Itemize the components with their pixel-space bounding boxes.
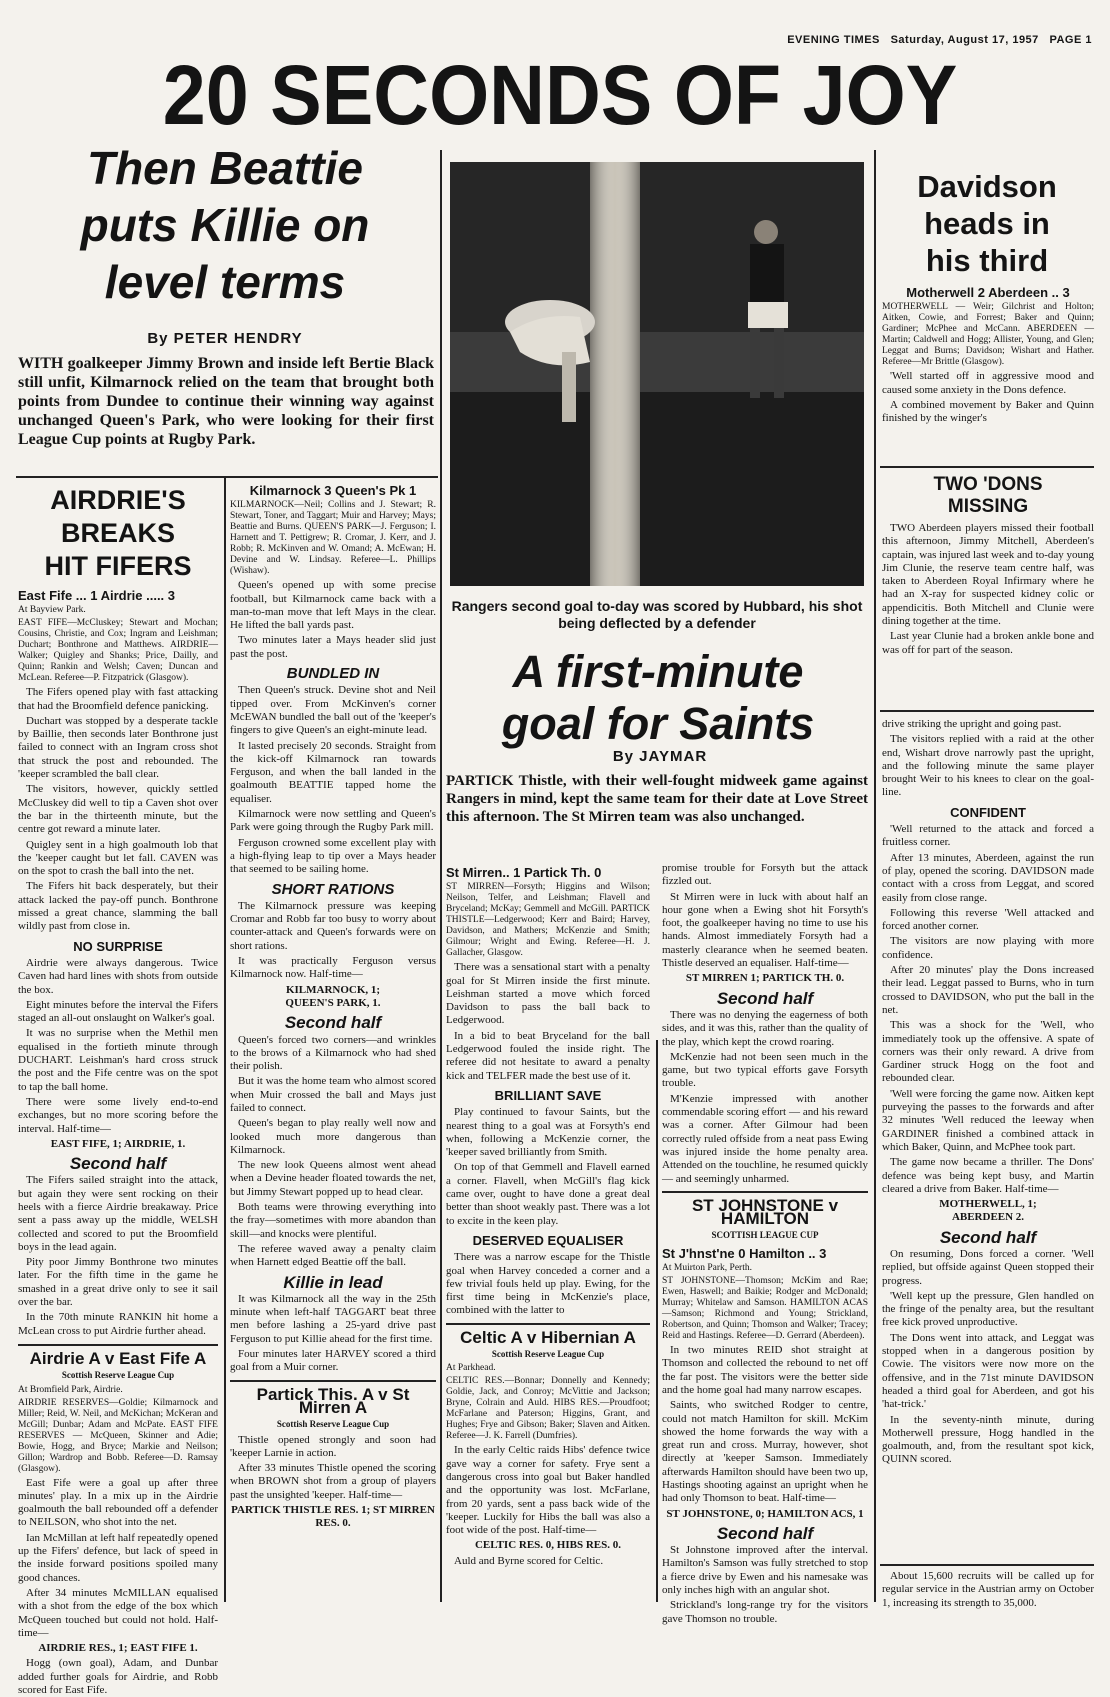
paragraph: The Kilmarnock pressure was keeping Cromar and Robb far too busy to worry about counter-attack and Queen's forwards were on short rations.	[230, 899, 436, 952]
paragraph: St Johnstone improved after the interval. Hamilton's Samson was fully stretched to stop a fierce drive by Ewen and his namesake was only inches high with an angular shot.	[662, 1544, 868, 1597]
motherwell-title	[880, 168, 1094, 279]
divider	[440, 150, 442, 1602]
paragraph: Then Queen's struck. Devine shot and Neil tipped over. From McKinven's corner McEWAN bundled the ball out of the 'keeper's fingers to give Queen's an eight-minute lead.	[230, 684, 436, 737]
paragraph: Both teams were throwing everything into the fray—sometimes with more abandon than skill—and knocks were plentiful.	[230, 1201, 436, 1240]
dons-title	[882, 474, 1094, 518]
divider	[656, 1040, 658, 1602]
johnstone-cup: SCOTTISH LEAGUE CUP	[711, 1230, 819, 1241]
subheading: NO SURPRISE	[73, 938, 163, 954]
paragraph: 'Well kept up the pressure, Glen handled on the fringe of the penalty area, but the resultant free kick proved unproductive.	[882, 1289, 1094, 1329]
kilmarnock-teams: KILMARNOCK—Neil; Collins and J. Stewart; R. Stewart, Toner, and Taggart; Muir and Harvey; Mays; Beattie and Burns. QUEEN'S PARK—J. Ferguson; I. Harnett and T. Pettigrew; R. Cromar, J. Kerr, and J. Robb; R. McKinven and W. Omand; A. McEwan; H. Devine and W. Lindsay. Referee—L. Phillips (Wishaw).	[230, 500, 436, 577]
divider	[874, 150, 876, 1602]
paragraph: Play continued to favour Saints, but the nearest thing to a goal was at Forsyth's end when, following a McKenzie corner, the 'keeper saved brilliantly from Smith.	[446, 1106, 650, 1159]
airdrie-score: East Fife ... 1 Airdrie ..... 3	[18, 588, 176, 603]
lead-title-line: puts Killie on	[80, 199, 370, 251]
lead-title-line: Then Beattie	[86, 142, 364, 194]
paragraph: After 20 minutes' play the Dons increased their lead. Leggat passed to Burns, who in turn crossed to DAVIDSON, who put the ball in the net.	[882, 964, 1094, 1016]
saints-intro: PARTICK Thistle, with their well-fought midweek game against Rangers in mind, kept the same team for their date at Love Street this afternoon. The St Mirren team was also unchanged.	[446, 773, 868, 825]
reserve-teams: CELTIC RES.—Bonnar; Donnelly and Kennedy; Goldie, Jack, and Conroy; McVittie and Jackson; Bryne, Colrain and Auld. HIBS RES.—Proudfoot; McFarlane and Paterson; Higgins, Grant, and Hughes; Frye and Gibson; Baker; Slaven and Aitken. Referee—J. K. Farrell (Dumfries).	[446, 1376, 650, 1442]
half-time-score: AIRDRIE RES., 1; EAST FIFE 1.	[38, 1642, 198, 1655]
lead-byline: By PETER HENDRY	[147, 330, 303, 347]
reserve-cup: Scottish Reserve League Cup	[61, 1370, 175, 1381]
paragraph: Kilmarnock were now settling and Queen's Park were going through the Rugby Park mill.	[230, 808, 436, 834]
airdrie-teams: EAST FIFE—McCluskey; Stewart and Mochan; Cousins, Christie, and Cox; Ingram and Leishman; Duchart; Bonthrone and Matthews. AIRDRIE—Walker; Quigley and Shanks; Price, Dailly, and Quinn; Rankin and Welsh; Caven; Duncan and McLean. Referee—P. Fitzpatrick (Glasgow).	[18, 618, 218, 684]
half-time-score: ST MIRREN 1; PARTICK TH. 0.	[685, 972, 845, 985]
paragraph: drive striking the upright and going past.	[882, 718, 1062, 730]
match-photo	[450, 162, 864, 586]
paragraph: TWO Aberdeen players missed their football this afternoon, Jimmy Mitchell, Aberdeen's captain, was injured last week and to-day young Jim Clunie, the reserve team centre half, was taken to Aberdeen Royal Infirmary where he had an X-ray for suspected kidney colic or appendicitis. Both Mitchell and Clunie were dining together at the time.	[882, 522, 1094, 628]
motherwell-story	[882, 718, 1094, 1564]
paragraph: promise trouble for Forsyth but the attack fizzled out.	[662, 862, 868, 888]
divider	[446, 1323, 650, 1325]
half-time-score: MOTHERWELL, 1;	[939, 1198, 1037, 1211]
airdrie-story	[18, 484, 218, 1696]
motherwell-title-line: heads in	[924, 206, 1050, 241]
paragraph: The new look Queens almost went ahead when a Devine header floated towards the net, but Jimmy Stewart popped up to head clear.	[230, 1159, 436, 1198]
paragraph: M'Kenzie impressed with another commendable scoring effort — and his reward was a corner. After Gilmour had been correctly ruled offside from a neat pass Ewing was injured inside the home penalty area. Attended on the touchline, he resumed quickly — and seemingly unharmed.	[662, 1092, 868, 1185]
paragraph: A combined movement by Baker and Quinn finished by the winger's	[882, 398, 1094, 425]
lead-intro: WITH goalkeeper Jimmy Brown and inside left Bertie Black still unfit, Kilmarnock relied on the team that brought both points from Dundee to continue their winning way against unchanged Queen's Park, who were looking for their first League Cup points at Rugby Park.	[18, 355, 434, 448]
subheading: Second half	[284, 1013, 382, 1033]
reserve-title: Celtic A v Hibernian A	[460, 1327, 636, 1347]
paragraph: On resuming, Dons forced a corner. 'Well replied, but offside against Queen stopped their progress.	[882, 1247, 1094, 1287]
reserve-cup: Scottish Reserve League Cup	[276, 1419, 390, 1430]
kilmarnock-story	[230, 480, 436, 1598]
paragraph: Duchart was stopped by a desperate tackle by Baillie, then seconds later Bonthrone just failed to connect with an Ingram cross shot that struck the post and rebounded. The 'keeper scrambled the ball clear.	[18, 714, 218, 781]
paragraph: In the early Celtic raids Hibs' defence twice gave way a corner for safety. Frye sent a dangerous cross into goal but Baker handled and the opportunity was lost. McFarlane, from 20 yards, sent a pass back wide of the 'keeper. Luckily for Hibs the ball was also a foot wide of the post. Half-time—	[446, 1444, 650, 1537]
paragraph: Queen's opened up with some precise football, but Kilmarnock came back with a man-to-man move that left Mays in the clear. He lifted the ball yards past.	[230, 579, 436, 632]
paragraph: Airdrie were always dangerous. Twice Caven had hard lines with shots from outside the box.	[18, 956, 218, 996]
paragraph: The Fifers sailed straight into the attack, but again they were sent rocking on their heels with a fierce Airdrie breakaway. Price sent a pass away up the middle, WELSH collected and scored to put the Broomfield boys in the lead again.	[18, 1174, 218, 1253]
paragraph: East Fife were a goal up after three minutes' play. In a mix up in the Airdrie goalmouth the ball rebounded off a defender to NEILSON, who shot into the net.	[18, 1476, 218, 1529]
half-time-score: PARTICK THISTLE RES. 1; ST MIRREN RES. 0.	[231, 1504, 435, 1530]
saints-title-line: goal for Saints	[501, 698, 815, 749]
motherwell-title-line: his third	[925, 243, 1049, 278]
paragraph: The Fifers opened play with fast attacking that had the Broomfield defence panicking.	[18, 686, 218, 712]
paragraph: Hogg (own goal), Adam, and Dunbar added further goals for Airdrie, and Robb scored for East Fife.	[18, 1657, 218, 1696]
paragraph: There was a sensational start with a penalty goal for St Mirren inside the first minute. Leishman started a move which forced Davidson to pass the ball back to Ledgerwood.	[446, 961, 650, 1027]
johnstone-venue: At Muirton Park, Perth.	[662, 1263, 752, 1274]
johnstone-title: ST JOHNSTONE v HAMILTON	[691, 1195, 839, 1229]
reserve-cup: Scottish Reserve League Cup	[491, 1349, 605, 1360]
motherwell-score: Motherwell 2 Aberdeen .. 3	[906, 285, 1070, 300]
airdrie-title-line: BREAKS	[60, 518, 175, 548]
paragraph: Thistle opened strongly and soon had 'keeper Larnie in action.	[230, 1433, 436, 1459]
motherwell-title-line: Davidson	[917, 169, 1057, 204]
paragraph: The Fifers hit back desperately, but their attack lacked the pay-off punch. Bonthrone missed a great chance, slamming the ball wildly past from close in.	[18, 880, 218, 933]
motherwell-teams: MOTHERWELL — Weir; Gilchrist and Holton; Aitken, Cowie, and Forrest; Baker and Quinn; Gardiner; McPhee and McCann. ABERDEEN — Martin; Caldwell and Hogg; Allister, Young, and Glen; Leggat and Burns; Davidson; Wishart and Hather. Referee—Mr Brittle (Glasgow).	[882, 302, 1094, 368]
reserve-title: Airdrie A v East Fife A	[29, 1348, 207, 1368]
half-time-score: ST JOHNSTONE, 0; HAMILTON ACS, 1	[666, 1507, 864, 1520]
reserve-teams: AIRDRIE RESERVES—Goldie; Kilmarnock and Miller; Reid, W. Neil, and McKichan; McKeran and McGill; Dunbar; Adam and McPate. EAST FIFE RESERVES — McQueen, Skinner and Adie; Bowie, Hogg, and Bryce; Markie and Neilson; Gillon; Wardrop and Bobb. Referee—D. Ramsay (Glasgow).	[18, 1397, 218, 1474]
paragraph: There were some lively end-to-end exchanges, but no more scoring before the interval. Half-time—	[18, 1095, 218, 1135]
paragraph: The Dons went into attack, and Leggat was stopped when in a dangerous position by Cowie. The visitors were now more on the offensive, and in the 71st minute DAVIDSON headed a third goal for Aberdeen, and got his 'hat-trick.'	[882, 1331, 1094, 1411]
paragraph: Four minutes later HARVEY scored a third goal from a Muir corner.	[230, 1348, 436, 1374]
paragraph: It was Kilmarnock all the way in the 25th minute when left-half TAGGART beat three men before lashing a 25-yard drive past Ferguson to put Killie ahead for the first time.	[230, 1292, 436, 1345]
paragraph: Strickland's long-range try for the visitors gave Thomson no trouble.	[662, 1599, 868, 1625]
paper-name: EVENING TIMES	[787, 34, 880, 46]
johnstone-teams: ST JOHNSTONE—Thomson; McKim and Rae; Ewen, Haswell; and Baikie; Rodger and McDonald; Murray; Whitelaw and Samson. HAMILTON ACAS—Samson; Richmond and Young; Strickland, Robertson, and Quinn; Thomson and Walker; Tracey; Reid and Hastings. Referee—D. Gerrard (Aberdeen).	[662, 1276, 868, 1342]
divider	[230, 1380, 436, 1382]
dons-title-line: TWO 'DONS	[933, 474, 1043, 495]
subheading: Second half	[69, 1154, 167, 1174]
paragraph: This was a shock for the 'Well, who immediately took up the offensive. A spate of corners was their only reward. A drive from Gardiner struck Hogg on the foot and rebounded clear.	[882, 1019, 1094, 1085]
paragraph: After 33 minutes Thistle opened the scoring when BROWN shot from a group of players past the unsighted 'keeper. Half-time—	[230, 1462, 436, 1501]
airdrie-title	[18, 484, 218, 583]
reserve-title: Partick This. A v St Mirren A	[256, 1384, 410, 1417]
paragraph: Quigley sent in a high goalmouth lob that the 'keeper caught but let fall. CAVEN was on the spot to crash the ball into the net.	[18, 838, 218, 878]
half-time-score: KILMARNOCK, 1;	[285, 983, 381, 996]
paragraph: Ferguson crowned some excellent play with a high-flying leap to tip over a Mays header that seemed to be sailing home.	[230, 836, 436, 876]
subheading: CONFIDENT	[950, 804, 1026, 820]
subheading: DESERVED EQUALISER	[472, 1232, 624, 1248]
half-time-score: ABERDEEN 2.	[951, 1211, 1025, 1224]
paragraph: In a bid to beat Bryceland for the ball Ledgerwood fouled the inside right. The referee did not hesitate to award a penalty kick and TELFER made the best use of it.	[446, 1029, 650, 1082]
paragraph: Eight minutes before the interval the Fifers staged an all-out onslaught on Walker's goal.	[18, 998, 218, 1025]
airdrie-title-line: HIT FIFERS	[44, 551, 192, 581]
subheading: Second half	[716, 1523, 814, 1543]
paragraph: McKenzie had not been seen much in the game, but two typical efforts gave Forsyth trouble.	[662, 1050, 868, 1090]
saints-story-continued	[662, 862, 868, 1625]
paragraph: In two minutes REID shot straight at Thomson and collected the rebound to net off the far post. The visitors were the better side and the home goal had many narrow escapes.	[662, 1344, 868, 1396]
masthead	[787, 34, 1092, 46]
paragraph: There was no denying the eagerness of both sides, and it was this, rather than the quality of the play, which kept the crowd roaring.	[662, 1008, 868, 1048]
paragraph: The visitors, however, quickly settled McCluskey did well to tip a Caven shot over the bar in the thirteenth minute, but the centre got reward a minute later.	[18, 783, 218, 836]
half-time-score: QUEEN'S PARK, 1.	[285, 996, 381, 1009]
saints-title-line: A first-minute	[512, 646, 804, 697]
paragraph: Pity poor Jimmy Bonthrone two minutes later. For the fifth time in the game he smashed in a great drive only to see it sail over the bar.	[18, 1256, 218, 1309]
paragraph: Ian McMillan at left half repeatedly opened up the Fifers' defence, but lack of speed in the inside forward positions spoiled many good chances.	[18, 1531, 218, 1584]
paragraph: In the seventy-ninth minute, during Motherwell pressure, Hogg handled in the goalmouth, and, from the resultant spot kick, QUINN scored.	[882, 1413, 1094, 1466]
reserve-venue: At Bromfield Park, Airdrie.	[18, 1384, 123, 1395]
divider	[662, 1191, 868, 1193]
subheading: Second half	[939, 1227, 1037, 1247]
paragraph: Auld and Byrne scored for Celtic.	[454, 1554, 604, 1567]
paragraph: St Mirren were in luck with about half an hour gone when a Ewing shot hit Forsyth's foot, the goalkeeper having no time to use his hands. Almost immediately Forsyth had a masterly clearance when he seemed beaten. Thistle deserved an equaliser. Half-time—	[662, 890, 868, 970]
half-time-score: EAST FIFE, 1; AIRDRIE, 1.	[50, 1137, 186, 1150]
saints-score: St Mirren.. 1 Partick Th. 0	[446, 865, 602, 880]
paragraph: 'Well were forcing the game now. Aitken kept purveying the passes to the forwards and after 32 minutes 'Well reduced the leeway when GARDINER finished a combined attack in which Baker, Quinn, and McPhee took part.	[882, 1087, 1094, 1153]
saints-teams: ST MIRREN—Forsyth; Higgins and Wilson; Neilson, Telfer, and Leishman; Flavell and Bryceland; McKay; Gemmell and McGill. PARTICK THISTLE—Ledgerwood; Kerr and Baird; Harvey, Davidson, and Mathers; McKenzie and Smith; Gilmour; Wright and Ewing. Referee—H. J. Gallacher, Glasgow.	[446, 882, 650, 959]
half-time-score: CELTIC RES. 0, HIBS RES. 0.	[474, 1539, 621, 1552]
paragraph: The visitors replied with a raid at the other end, Wishart drove narrowly past the upright, and the following minute the same player brought Weir to his knees to clear on the goal-line.	[882, 733, 1094, 799]
dons-missing-box	[882, 474, 1094, 706]
subheading: Killie in lead	[283, 1272, 383, 1292]
divider	[880, 710, 1094, 712]
main-headline: 20 SECONDS OF JOY	[162, 48, 958, 142]
paragraph: About 15,600 recruits will be called up for regular service in the Austrian army on October 1, increasing its strength to 35,000.	[882, 1570, 1094, 1609]
lead-title	[20, 140, 430, 311]
subheading: BRILLIANT SAVE	[494, 1087, 602, 1103]
paragraph: The game now became a thriller. The Dons' defence was being kept busy, and Martin cleared a drive from Baker. Half-time—	[882, 1156, 1094, 1195]
divider	[18, 1344, 218, 1346]
motherwell-story-top	[882, 282, 1094, 462]
paragraph: After 34 minutes McMILLAN equalised with a shot from the edge of the box which McQueen touched but could not hold. Half-time—	[18, 1586, 218, 1639]
airdrie-title-line: AIRDRIE'S	[50, 485, 186, 515]
kilmarnock-score: Kilmarnock 3 Queen's Pk 1	[249, 483, 417, 498]
saints-title	[444, 646, 872, 750]
divider	[16, 476, 438, 478]
reserve-venue: At Parkhead.	[446, 1363, 496, 1374]
divider	[224, 476, 226, 1602]
match-photo-image	[450, 162, 864, 586]
johnstone-score: St J'hnst'ne 0 Hamilton .. 3	[662, 1245, 827, 1261]
issue-date: Saturday, August 17, 1957	[890, 34, 1039, 46]
paragraph: But it was the home team who almost scored when Muir crossed the ball and Mays just failed to connect.	[230, 1075, 436, 1114]
paragraph: It lasted precisely 20 seconds. Straight from the kick-off Kilmarnock ran towards Ferguson, and when the ball landed in the goalmouth BEATTIE tapped home the equaliser.	[230, 739, 436, 805]
paragraph: Queen's began to play really well now and looked much more dangerous than Kilmarnock.	[230, 1117, 436, 1156]
paragraph: Last year Clunie had a broken ankle bone and was off for part of the season.	[882, 630, 1094, 656]
page-number: PAGE 1	[1049, 34, 1092, 46]
paragraph: Queen's forced two corners—and wrinkles to the brows of a Kilmarnock who had shed their polish.	[230, 1033, 436, 1073]
dons-title-line: MISSING	[947, 496, 1029, 517]
photo-caption: Rangers second goal to-day was scored by Hubbard, his shot being deflected by a defender	[451, 598, 863, 631]
paragraph: The visitors are now playing with more confidence.	[882, 935, 1094, 961]
paragraph: It was practically Ferguson versus Kilmarnock now. Half-time—	[230, 955, 436, 981]
divider	[880, 466, 1094, 468]
paragraph: In the 70th minute RANKIN hit home a McLean cross to put Airdrie further ahead.	[18, 1311, 218, 1337]
airdrie-venue: At Bayview Park.	[18, 605, 86, 616]
paragraph: Following this reverse 'Well attacked and forced another corner.	[882, 906, 1094, 933]
lead-title-line: level terms	[104, 256, 346, 308]
saints-byline: By JAYMAR	[612, 748, 708, 765]
paragraph: 'Well started off in aggressive mood and caused some anxiety in the Dons defence.	[882, 370, 1094, 396]
subheading: BUNDLED IN	[286, 665, 380, 683]
recruits-note	[882, 1570, 1094, 1630]
paragraph: The referee waved away a penalty claim when Harnett edged Beattie off the ball.	[230, 1242, 436, 1269]
saints-story	[446, 862, 650, 1598]
paragraph: It was no surprise when the Methil men equalised in the fortieth minute through DUCHART. Leishman's hard cross struck the post and the Fife centre was on the spot to tap the ball home.	[18, 1027, 218, 1093]
paragraph: After 13 minutes, Aberdeen, against the run of play, opened the scoring. DAVIDSON made contact with a cross from Leggat, and scored easily from close range.	[882, 851, 1094, 904]
paragraph: Saints, who switched Rodger to centre, could not match Hamilton for skill. McKim showed the home forwards the way with a great run and cross. Murray, however, shot directly at 'keeper Samson. Immediately afterwards Hamilton should have been two up, Hastings shooting against an upright when he had only Thomson to beat. Half-time—	[662, 1399, 868, 1505]
subheading: Second half	[716, 988, 814, 1008]
paragraph: Two minutes later a Mays header slid just past the post.	[230, 634, 436, 660]
paragraph: On top of that Gemmell and Flavell earned a corner. Flavell, when McGill's flag kick came over, ought to have done a great deal better than shoot weakly past. There was a lot to excite in the keen play.	[446, 1161, 650, 1227]
subheading: SHORT RATIONS	[271, 880, 395, 898]
paragraph: There was a narrow escape for the Thistle goal when Harvey conceded a corner and a few trivial fouls held up play. Ewing, for the first time being in McKenzie's place, combined with the latter to	[446, 1251, 650, 1317]
paragraph: 'Well returned to the attack and forced a fruitless corner.	[882, 823, 1094, 849]
divider	[880, 1564, 1094, 1566]
